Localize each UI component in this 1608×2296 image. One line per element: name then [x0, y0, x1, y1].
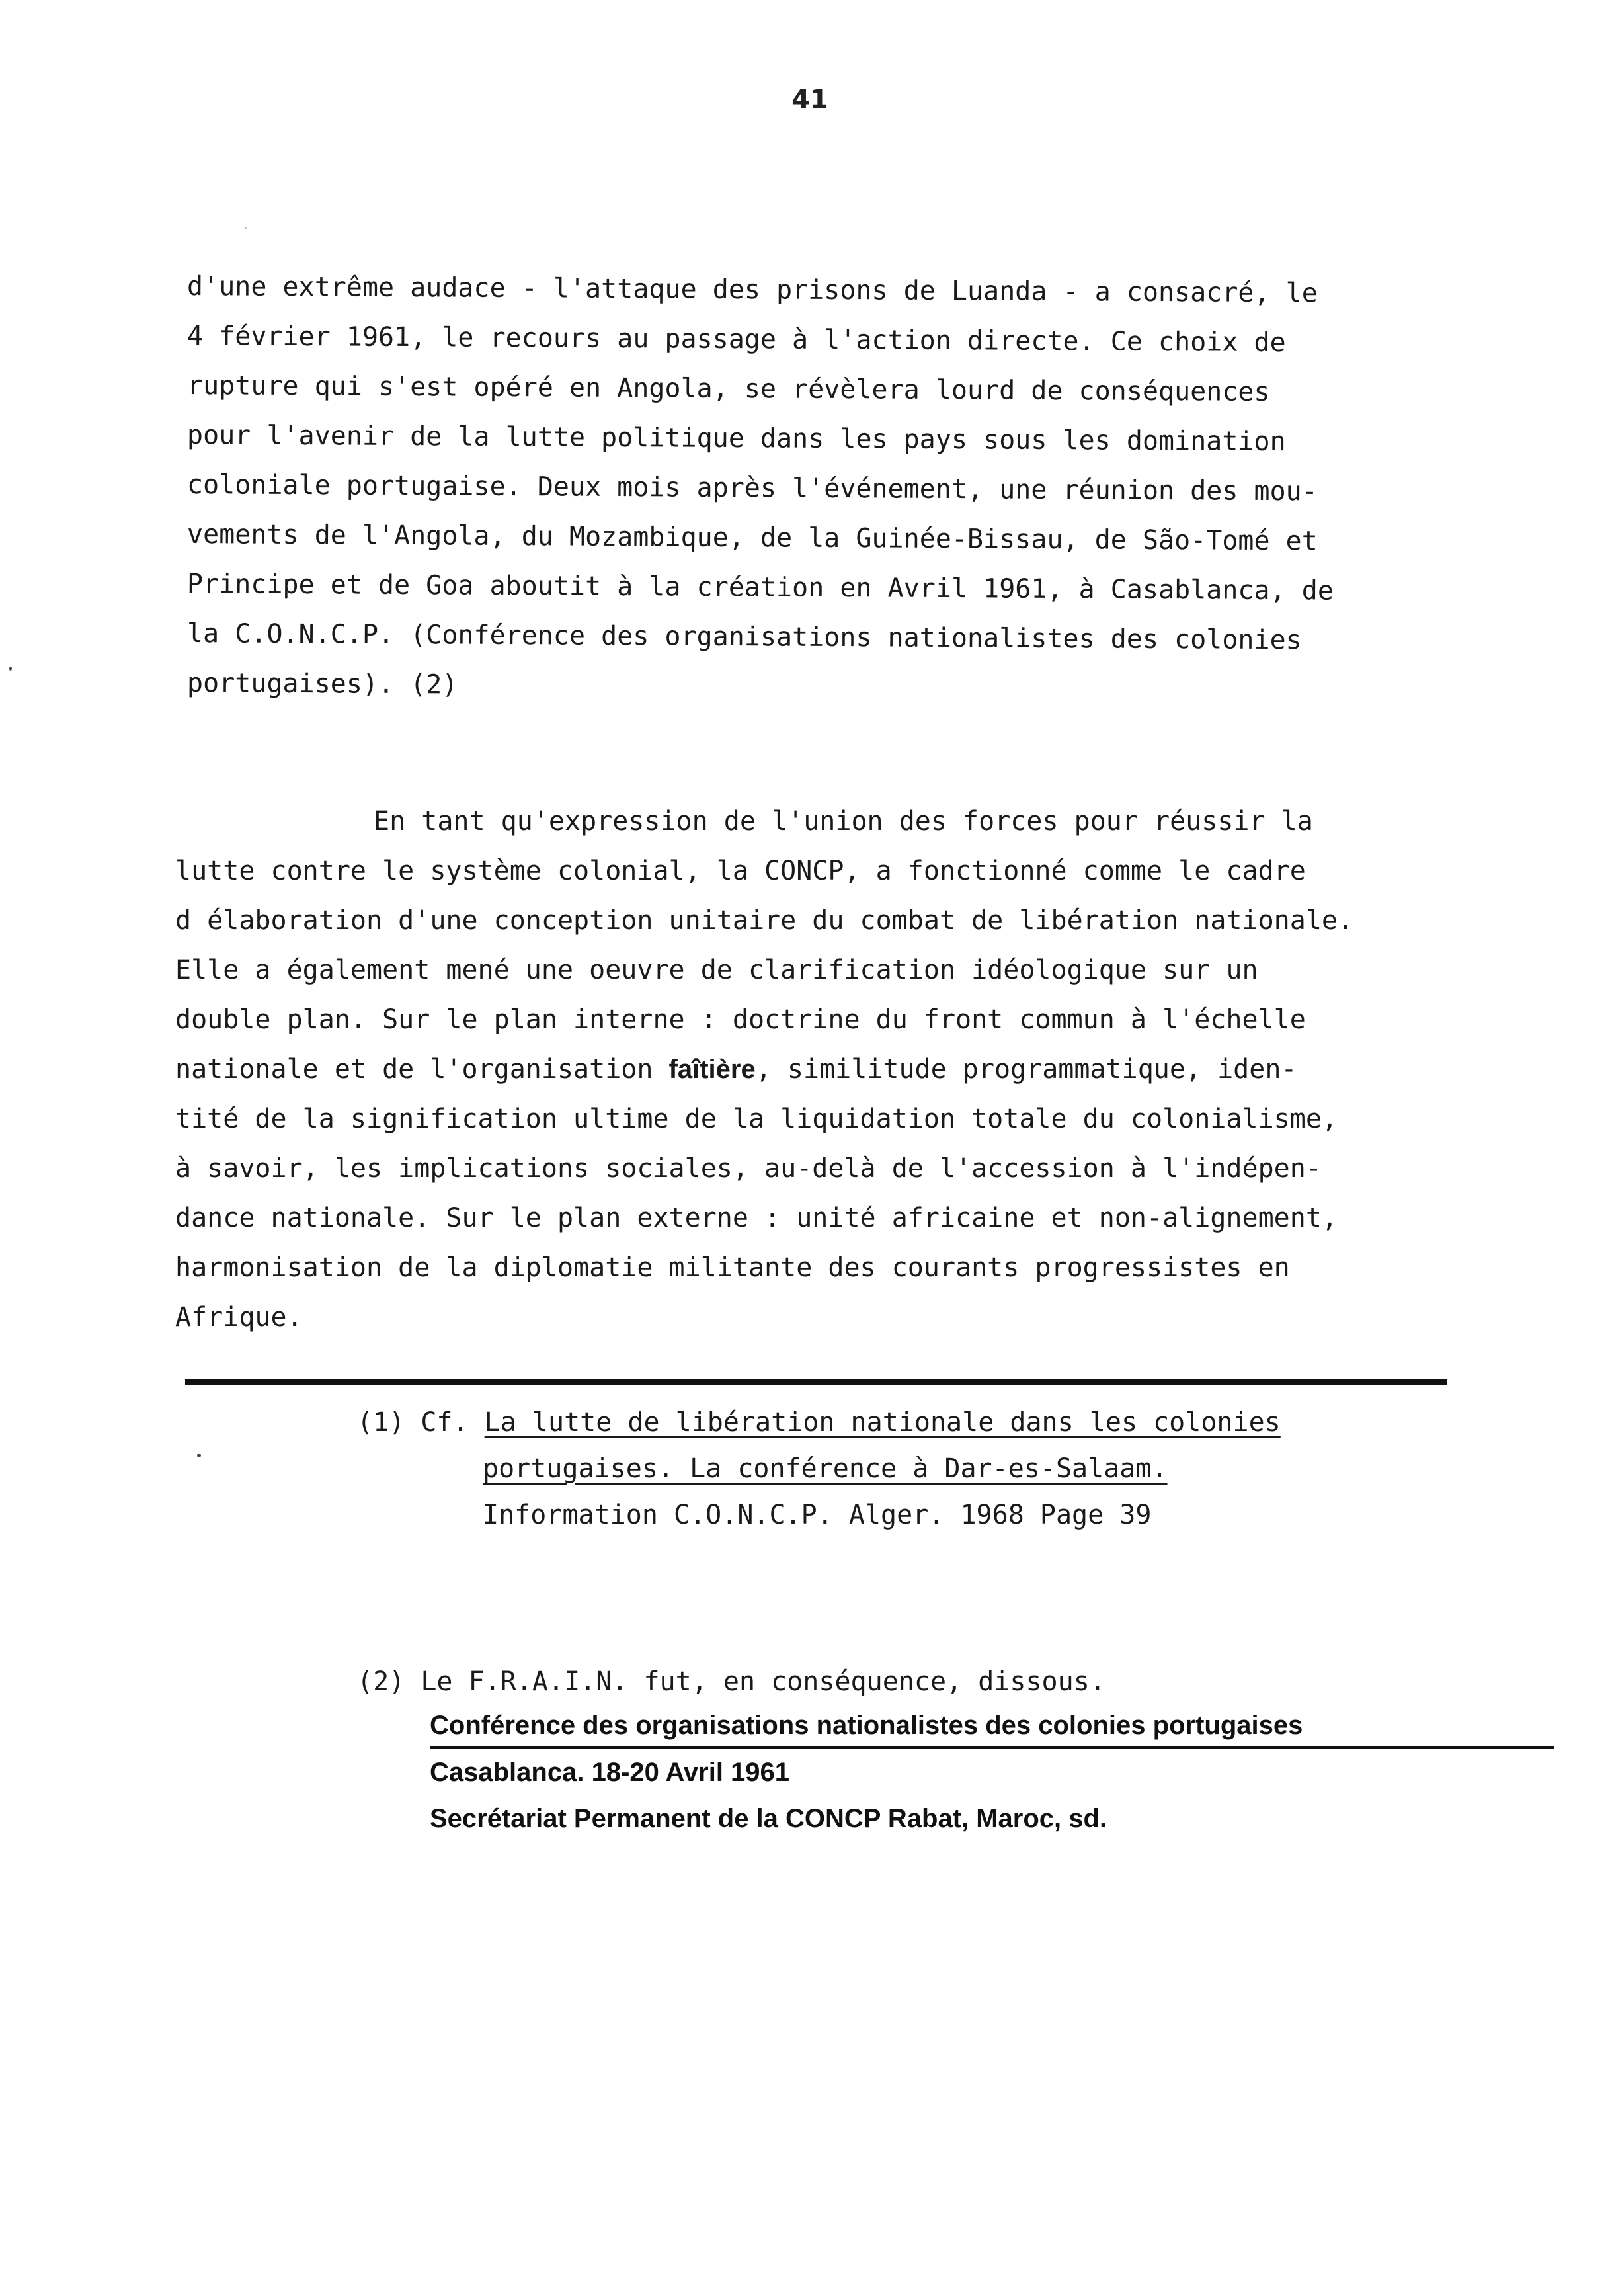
footnote-2-marker: (2): [357, 1666, 421, 1697]
paragraph-2-line: tité de la signification ultime de la liquidation totale du colonialisme,: [175, 1104, 1338, 1134]
paragraph-2-line: Afrique.: [175, 1302, 303, 1332]
footnote-1-line: [357, 1446, 1415, 1492]
scan-speck: [245, 227, 247, 229]
scan-speck: [197, 1454, 201, 1457]
paragraph-2-line: dance nationale. Sur le plan externe : unité africaine et non-alignement,: [175, 1203, 1338, 1233]
paragraph-2-line: Elle a également mené une oeuvre de clarification idéologique sur un: [175, 955, 1258, 985]
paragraph-2-line: à savoir, les implications sociales, au-delà de l'accession à l'indépen-: [175, 1153, 1322, 1184]
footnote-2-text: Le F.R.A.I.N. fut, en conséquence, dissous.: [421, 1666, 1106, 1697]
paragraph-1-line: 4 février 1961, le recours au passage à l'action directe. Ce choix de: [186, 321, 1286, 358]
scan-speck: [9, 667, 12, 671]
paragraph-1-line: coloniale portugaise. Deux mois après l'événement, une réunion des mou-: [186, 470, 1318, 507]
footnote-2-publisher: Secrétariat Permanent de la CONCP Rabat, Maroc, sd.: [430, 1804, 1107, 1833]
paragraph-2-text: , similitude programmatique, iden-: [755, 1054, 1297, 1085]
footnote-separator-rule: [185, 1379, 1447, 1385]
bold-word-faitiere: faîtière: [668, 1055, 756, 1084]
paragraph-2-line: harmonisation de la diplomatie militante des courants progressistes en: [175, 1252, 1290, 1283]
footnote-2-reference: [357, 1705, 1608, 1842]
paragraph-1-line: pour l'avenir de la lutte politique dans les pays sous les domination: [186, 420, 1286, 458]
paragraph-1-line: rupture qui s'est opéré en Angola, se révèlera lourd de conséquences: [186, 370, 1270, 408]
footnote-2-title: Conférence des organisations nationalistes des colonies portugaises: [430, 1705, 1554, 1749]
footnote-1-title: portugaises. La conférence à Dar-es-Salaam.: [483, 1454, 1168, 1484]
paragraph-1-line: portugaises). (2): [186, 668, 458, 700]
paragraph-1-line: vements de l'Angola, du Mozambique, de la Guinée-Bissau, de São-Tomé et: [186, 519, 1318, 557]
paragraph-2-text: nationale et de l'organisation: [175, 1054, 669, 1085]
footnote-1-marker: (1) Cf.: [357, 1407, 485, 1438]
footnote-2: [357, 1659, 1608, 1842]
paragraph-2-line: [175, 1045, 1465, 1094]
footnote-1-line: [357, 1399, 1415, 1446]
footnote-1-source: Information C.O.N.C.P. Alger. 1968 Page 39: [483, 1500, 1152, 1530]
footnote-2-place-date: Casablanca. 18-20 Avril 1961: [430, 1758, 790, 1787]
paragraph-2-line: En tant qu'expression de l'union des forces pour réussir la: [374, 806, 1313, 837]
footnote-1-title: La lutte de libération nationale dans les colonies: [484, 1407, 1281, 1438]
paragraph-2-line: lutte contre le système colonial, la CONCP, a fonctionné comme le cadre: [175, 856, 1306, 886]
paragraph-1-line: d'une extrême audace - l'attaque des prisons de Luanda - a consacré, le: [186, 271, 1318, 309]
paragraph-1-line: la C.O.N.C.P. (Conférence des organisations nationalistes des colonies: [186, 618, 1302, 656]
footnote-1: [357, 1399, 1415, 1538]
footnote-2-line: [357, 1659, 1608, 1705]
paragraph-2: [175, 797, 1465, 1342]
paragraph-2-line: d élaboration d'une conception unitaire du combat de libération nationale.: [175, 905, 1354, 936]
paragraph-1: [187, 262, 1443, 708]
page-number: 41: [791, 85, 828, 115]
paragraph-2-line: double plan. Sur le plan interne : doctrine du front commun à l'échelle: [175, 1004, 1306, 1035]
paragraph-1-line: Principe et de Goa aboutit à la création en Avril 1961, à Casablanca, de: [186, 569, 1334, 606]
